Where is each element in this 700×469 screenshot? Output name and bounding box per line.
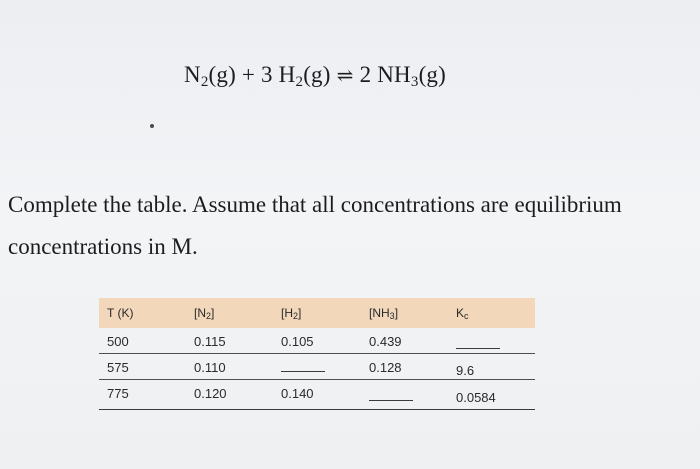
header-temperature: T (K)	[107, 306, 134, 320]
header-kc-sub: c	[464, 311, 469, 321]
cell-n2: 0.110	[194, 360, 226, 375]
nh3-coefficient: 2	[359, 62, 372, 87]
cell-kc: 9.6	[456, 363, 475, 378]
nh3-phase: (g)	[418, 62, 446, 87]
cell-temperature: 500	[107, 334, 129, 349]
header-h2-sub: 2	[293, 311, 299, 321]
h2-phase: (g)	[303, 62, 331, 87]
cell-nh3: 0.439	[369, 334, 402, 349]
header-h2-close: ]	[298, 306, 302, 320]
h2-species: H	[278, 62, 296, 87]
header-nh3-sub: 3	[389, 311, 395, 321]
header-n2-sub: 2	[206, 311, 212, 321]
header-n2-close: ]	[211, 306, 215, 320]
h2-coefficient: 3	[261, 62, 273, 87]
n2-phase: (g)	[208, 62, 236, 87]
table-header-row	[99, 298, 535, 328]
h2-subscript: 2	[295, 74, 304, 90]
header-nh3-text: [NH	[369, 306, 390, 320]
table-row	[99, 380, 535, 410]
equilibrium-table	[99, 298, 535, 410]
header-nh3-close: ]	[394, 306, 399, 320]
answer-blank-h2[interactable]	[281, 371, 325, 372]
cell-nh3: 0.128	[369, 360, 402, 375]
cell-n2: 0.115	[194, 334, 226, 349]
cell-kc: 0.0584	[456, 390, 496, 405]
table-row	[99, 354, 535, 380]
n2-species: N	[184, 62, 201, 87]
stray-dot	[150, 124, 154, 128]
answer-blank-nh3[interactable]	[369, 400, 413, 401]
header-nh3	[369, 306, 398, 320]
nh3-species: NH	[377, 62, 411, 87]
n2-subscript: 2	[200, 74, 209, 90]
plus-sign: +	[241, 62, 256, 87]
cell-h2: 0.105	[281, 334, 314, 349]
cell-h2: 0.140	[281, 386, 314, 401]
header-h2-text: [H	[281, 306, 293, 320]
cell-n2: 0.120	[194, 386, 227, 401]
cell-temperature: 775	[107, 386, 129, 401]
nh3-subscript: 3	[410, 74, 419, 90]
question-prompt: Complete the table. Assume that all concentrations are equilibrium concentrations in M.	[8, 192, 622, 259]
header-n2	[194, 306, 214, 320]
cell-temperature: 575	[107, 360, 129, 375]
header-h2	[281, 306, 301, 320]
equilibrium-arrow: ⇌	[336, 65, 354, 87]
header-n2-text: [N	[194, 306, 206, 320]
table-row	[99, 328, 535, 354]
answer-blank-kc[interactable]	[456, 348, 500, 349]
header-kc	[456, 306, 469, 320]
reaction-equation	[184, 62, 446, 88]
header-kc-text: K	[456, 306, 465, 320]
